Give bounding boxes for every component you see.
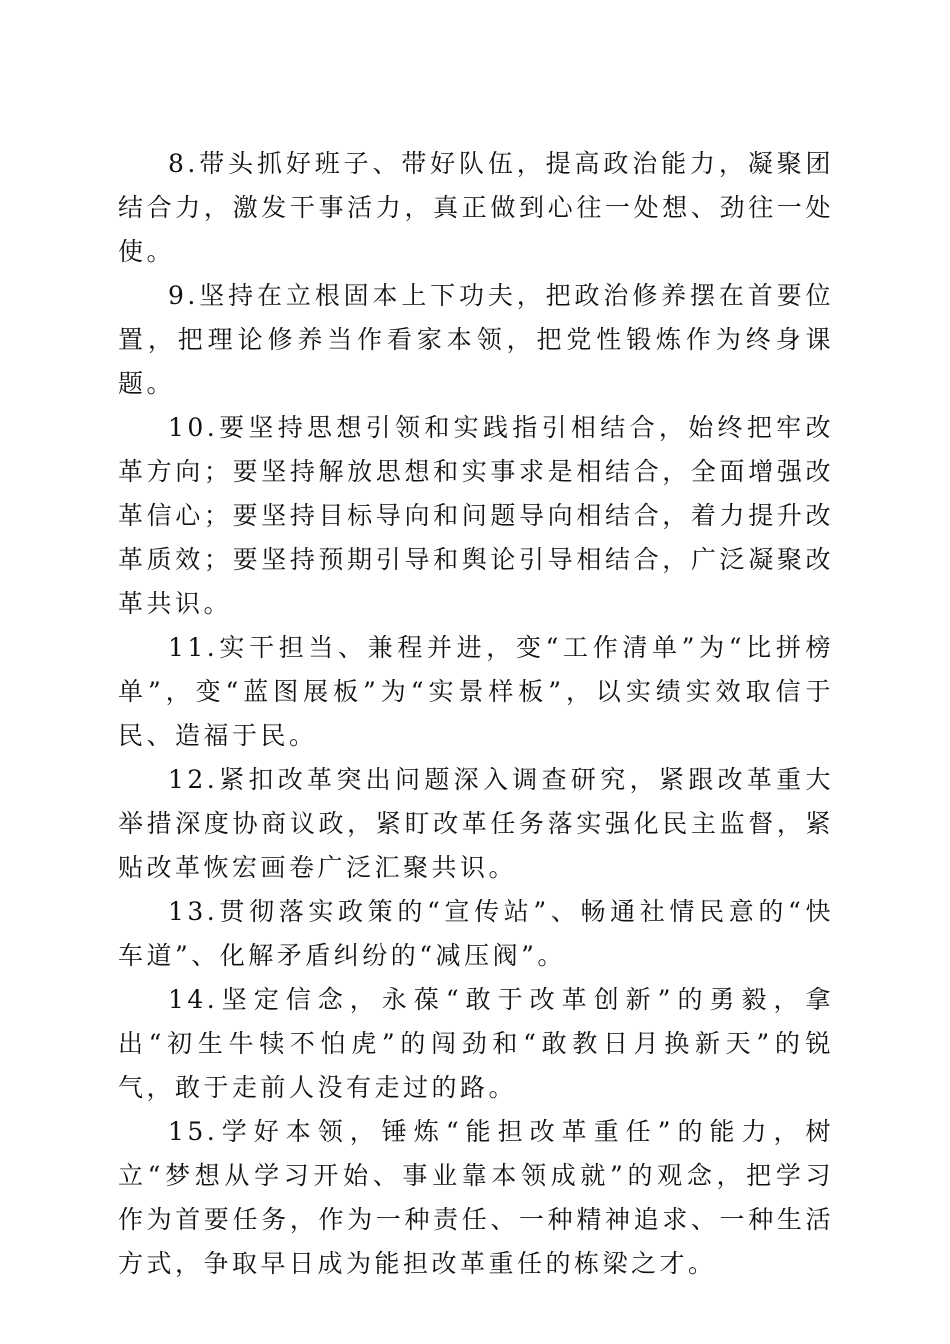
paragraph-12: 12.紧扣改革突出问题深入调查研究，紧跟改革重大举措深度协商议政，紧盯改革任务落实强化民主监督，紧贴改革恢宏画卷广泛汇聚共识。 bbox=[118, 765, 834, 882]
paragraph-8: 8.带头抓好班子、带好队伍，提高政治能力，凝聚团结合力，激发干事活力，真正做到心往一处想、劲往一处使。 bbox=[118, 149, 834, 266]
paragraph-14: 14.坚定信念，永葆“敢于改革创新”的勇毅，拿出“初生牛犊不怕虎”的闯劲和“敢教日月换新天”的锐气，敢于走前人没有走过的路。 bbox=[118, 985, 834, 1102]
paragraph-15: 15.学好本领，锤炼“能担改革重任”的能力，树立“梦想从学习开始、事业靠本领成就”的观念，把学习作为首要任务，作为一种责任、一种精神追求、一种生活方式，争取早日成为能担改革重任的栋梁之才。 bbox=[118, 1117, 834, 1278]
paragraph-11: 11.实干担当、兼程并进，变“工作清单”为“比拼榜单”，变“蓝图展板”为“实景样板”，以实绩实效取信于民、造福于民。 bbox=[118, 633, 834, 750]
document-body bbox=[118, 142, 834, 1286]
paragraph-10: 10.要坚持思想引领和实践指引相结合，始终把牢改革方向；要坚持解放思想和实事求是相结合，全面增强改革信心；要坚持目标导向和问题导向相结合，着力提升改革质效；要坚持预期引导和舆论引导相结合，广泛凝聚改革共识。 bbox=[118, 413, 834, 618]
paragraph-9: 9.坚持在立根固本上下功夫，把政治修养摆在首要位置，把理论修养当作看家本领，把党性锻炼作为终身课题。 bbox=[118, 281, 834, 398]
paragraph-13: 13.贯彻落实政策的“宣传站”、畅通社情民意的“快车道”、化解矛盾纠纷的“减压阀”。 bbox=[118, 897, 834, 970]
